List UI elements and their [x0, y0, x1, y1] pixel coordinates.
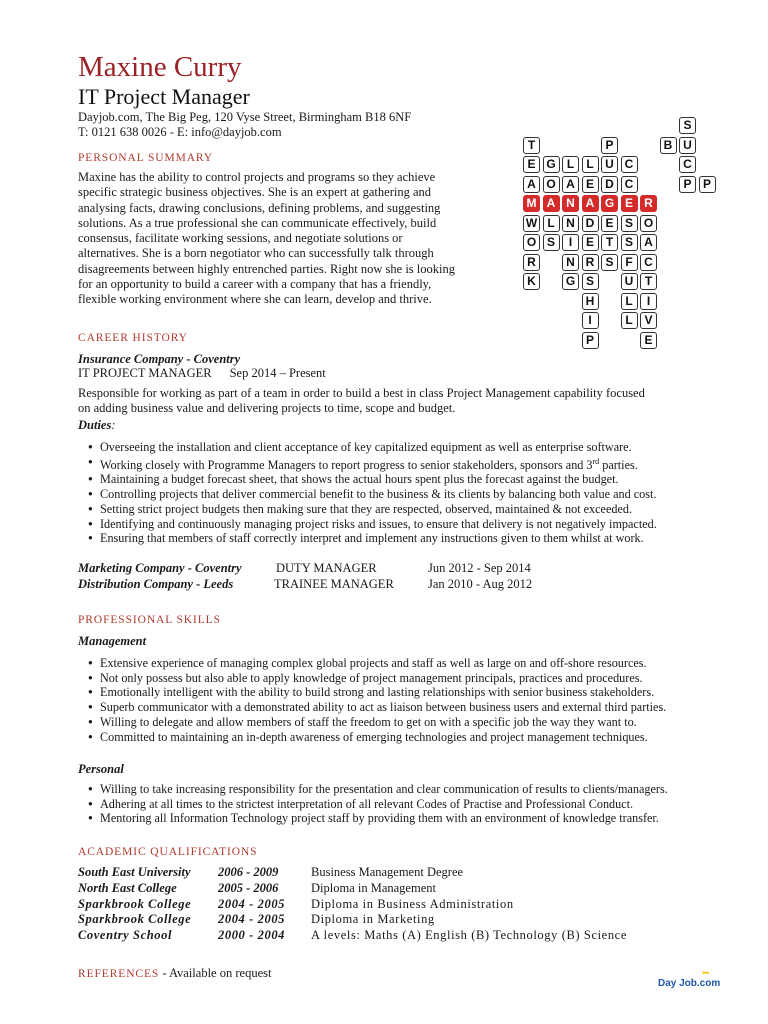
summary-line: analysing facts, drawing conclusions, defining problems, and suggesting — [78, 200, 441, 215]
crossword-tile: E — [640, 332, 657, 349]
duties-label-line — [78, 418, 116, 433]
management-label: Management — [78, 634, 147, 648]
management-skill-item: ● Not only possess but also able to apply knowledge of project management principals, practices and procedures. — [78, 671, 666, 686]
academic-qualification: Business Management Degree — [311, 865, 464, 879]
crossword-tile: C — [640, 254, 657, 271]
crossword-tile: O — [640, 215, 657, 232]
crossword-tile: A — [543, 195, 560, 212]
current-employer: Insurance Company - Coventry — [78, 352, 241, 366]
academic-school: Sparkbrook College — [78, 896, 192, 911]
crossword-tile: A — [523, 176, 540, 193]
crossword-tile: T — [601, 234, 618, 251]
crossword-tile: R — [582, 254, 599, 271]
crossword-tile: K — [523, 273, 540, 290]
candidate-name: Maxine Curry — [78, 51, 242, 83]
crossword-tile: E — [621, 195, 638, 212]
duty-item — [78, 440, 657, 455]
academic-school: South East University — [78, 865, 191, 879]
references-heading: REFERENCES — [78, 968, 160, 980]
contact-phone-email: T: 0121 638 0026 - E: info@dayjob.com — [78, 125, 282, 139]
duty-text: Working closely with Programme Managers to report progress to senior stakeholders, sponsors and 3 — [100, 457, 593, 472]
crossword-tile: S — [601, 254, 618, 271]
personal-skill-item: ● Mentoring all Information Technology project staff by providing them with an environment of knowledge transfer. — [78, 811, 668, 826]
academic-years: 2000 - 2004 — [218, 928, 286, 943]
crossword-tile: W — [523, 215, 540, 232]
crossword-tile: D — [601, 176, 618, 193]
crossword-tile: H — [582, 293, 599, 310]
duty-item — [78, 455, 657, 473]
duties-label: Duties — [78, 418, 112, 432]
crossword-tile: R — [523, 254, 540, 271]
crossword-tile: U — [601, 156, 618, 173]
summary-line: disagreements between highly entrenched parties. Right now she is looking — [78, 261, 455, 276]
crossword-tile: I — [582, 312, 599, 329]
crossword-tile: A — [640, 234, 657, 251]
summary-line: alternatives. She is a born negotiator who can successfully talk through — [78, 246, 434, 261]
duty-text: Identifying and continuously managing project risks and issues, to ensure that delivery is not negatively impacted. — [100, 516, 657, 531]
crossword-tile: O — [523, 234, 540, 251]
duty-item — [78, 502, 657, 517]
duties-label-colon: : — [111, 418, 116, 432]
crossword-tile: L — [621, 312, 638, 329]
crossword-tile: F — [621, 254, 638, 271]
job-dates: Jan 2010 - Aug 2012 — [428, 577, 533, 591]
personal-summary-text — [78, 170, 455, 308]
duty-text: Setting strict project budgets then making sure that they are respected, observed, maintained & not exceeded. — [100, 501, 633, 516]
crossword-tile: R — [640, 195, 657, 212]
crossword-tile: S — [679, 117, 696, 134]
academic-school: Coventry School — [78, 928, 173, 943]
job-company: Distribution Company - Leeds — [78, 577, 234, 591]
management-skill-item: ● Willing to delegate and allow members of staff the freedom to get on with a specific job the way they want to. — [78, 715, 666, 730]
crossword-tile: L — [582, 156, 599, 173]
summary-line: flexible working environment where she can learn, develop and thrive. — [78, 292, 432, 307]
current-role-dates: Sep 2014 – Present — [229, 366, 326, 380]
summary-line: consensus, facilitate working sessions, and negotiate solutions or — [78, 231, 403, 246]
crossword-tile: N — [562, 195, 579, 212]
management-skill-item: ● Emotionally intelligent with the ability to build strong and lasting relationships with senior business stakeholders. — [78, 685, 666, 700]
job-role: TRAINEE MANAGER — [274, 577, 394, 591]
crossword-tile: P — [699, 176, 716, 193]
crossword-tile: T — [523, 137, 540, 154]
crossword-tile: M — [523, 195, 540, 212]
summary-line: solutions. As a true professional she can communicate effectively, build — [78, 215, 437, 230]
job-role: DUTY MANAGER — [276, 561, 377, 575]
role-description — [78, 386, 645, 417]
references-text: - Available on request — [159, 966, 272, 980]
crossword-tile: P — [679, 176, 696, 193]
crossword-tile: G — [543, 156, 560, 173]
contact-address: Dayjob.com, The Big Peg, 120 Vyse Street, Birmingham B18 6NF — [78, 110, 412, 124]
crossword-tile: C — [621, 176, 638, 193]
crossword-tile: S — [621, 215, 638, 232]
section-heading-academic: ACADEMIC QUALIFICATIONS — [78, 846, 258, 858]
duties-list — [78, 440, 657, 546]
section-heading-career-history: CAREER HISTORY — [78, 332, 188, 344]
section-heading-professional-skills: PROFESSIONAL SKILLS — [78, 614, 221, 626]
summary-line: for an opportunity to build a career with a company that has a friendly, — [78, 277, 432, 292]
crossword-tile: E — [582, 176, 599, 193]
crossword-tile: B — [660, 137, 677, 154]
management-skill-item: ● Superb communicator with a demonstrated ability to act as liaison between business users and external third parties. — [78, 700, 666, 715]
summary-line: specific strategic business objectives. She is an expert at gathering and — [78, 185, 432, 200]
crossword-tile: G — [601, 195, 618, 212]
logo-sun-icon: ••• — [702, 968, 709, 978]
job-dates: Jun 2012 - Sep 2014 — [428, 561, 531, 575]
section-heading-personal-summary: PERSONAL SUMMARY — [78, 152, 214, 164]
crossword-tile: U — [621, 273, 638, 290]
crossword-tile: D — [582, 215, 599, 232]
summary-line: Maxine has the ability to control projects and programs so they achieve — [78, 170, 436, 184]
academic-years: 2006 - 2009 — [218, 865, 279, 879]
crossword-tile: N — [562, 254, 579, 271]
crossword-tile: U — [679, 137, 696, 154]
crossword-tile: S — [543, 234, 560, 251]
duty-item — [78, 472, 657, 487]
description-line: on adding business value and delivering projects to time, scope and budget. — [78, 401, 456, 416]
dayjob-logo: Day Job.com — [658, 978, 721, 989]
crossword-tile: E — [523, 156, 540, 173]
duty-text: Ensuring that members of staff correctly interpret and implement any instructions given to them whilst at work. — [100, 531, 644, 546]
crossword-tile: A — [562, 176, 579, 193]
management-skill-item: ● Committed to maintaining an in-depth awareness of emerging technologies and project management techniques. — [78, 730, 666, 745]
academic-years: 2005 - 2006 — [218, 880, 279, 895]
management-skill-item: ● Extensive experience of managing complex global projects and staff as well as large on and off-shore resources. — [78, 656, 666, 671]
personal-label: Personal — [78, 762, 124, 776]
duty-item — [78, 517, 657, 532]
academic-qualification: Diploma in Business Administration — [311, 896, 514, 911]
academic-school: Sparkbrook College — [78, 912, 192, 927]
crossword-tile: S — [621, 234, 638, 251]
current-role-line — [78, 366, 326, 381]
crossword-tile: L — [543, 215, 560, 232]
crossword-tile: P — [582, 332, 599, 349]
crossword-tile: G — [562, 273, 579, 290]
description-line: Responsible for working as part of a team in order to build a best in class Project Management capability focused — [78, 386, 645, 400]
duty-text: Controlling projects that deliver commercial benefit to the business & its clients by balancing both value and cost. — [100, 487, 657, 502]
crossword-tile: T — [640, 273, 657, 290]
job-title: IT Project Manager — [78, 84, 250, 109]
current-role: IT PROJECT MANAGER — [78, 366, 212, 380]
crossword-tile: A — [582, 195, 599, 212]
academic-qualification: Diploma in Management — [311, 880, 436, 895]
references-line — [78, 966, 271, 981]
duty-superscript: rd — [592, 456, 600, 466]
crossword-tile: I — [640, 293, 657, 310]
academic-qualification: Diploma in Marketing — [311, 912, 435, 927]
crossword-tile: V — [640, 312, 657, 329]
academic-years: 2004 - 2005 — [218, 912, 286, 927]
duty-text: Overseeing the installation and client acceptance of key capitalized equipment as well as enterprise software. — [100, 440, 632, 454]
duty-item — [78, 531, 657, 546]
crossword-tile: E — [601, 215, 618, 232]
academic-qualification: A levels: Maths (A) English (B) Technology (B) Science — [311, 928, 627, 943]
crossword-tile: O — [543, 176, 560, 193]
management-skills-list — [78, 656, 666, 744]
personal-skill-item: ● Willing to take increasing responsibility for the presentation and clear communication of results to clients/managers. — [78, 782, 668, 797]
duty-text: Maintaining a budget forecast sheet, that shows the actual hours spent plus the forecast against the budget. — [100, 472, 619, 487]
academic-school: North East College — [78, 880, 177, 895]
personal-skill-item: ● Adhering at all times to the strictest interpretation of all relevant Codes of Practise and Professional Conduct. — [78, 797, 668, 812]
crossword-tile: E — [582, 234, 599, 251]
crossword-tile: L — [562, 156, 579, 173]
crossword-tile: C — [621, 156, 638, 173]
crossword-tile: S — [582, 273, 599, 290]
crossword-tile: P — [601, 137, 618, 154]
crossword-tile: C — [679, 156, 696, 173]
crossword-tile: I — [562, 234, 579, 251]
personal-skills-list — [78, 782, 668, 826]
duty-text-tail: parties. — [599, 457, 638, 472]
crossword-tile: L — [621, 293, 638, 310]
crossword-tile: N — [562, 215, 579, 232]
duty-item — [78, 487, 657, 502]
job-company: Marketing Company - Coventry — [78, 561, 242, 575]
academic-years: 2004 - 2005 — [218, 896, 286, 911]
